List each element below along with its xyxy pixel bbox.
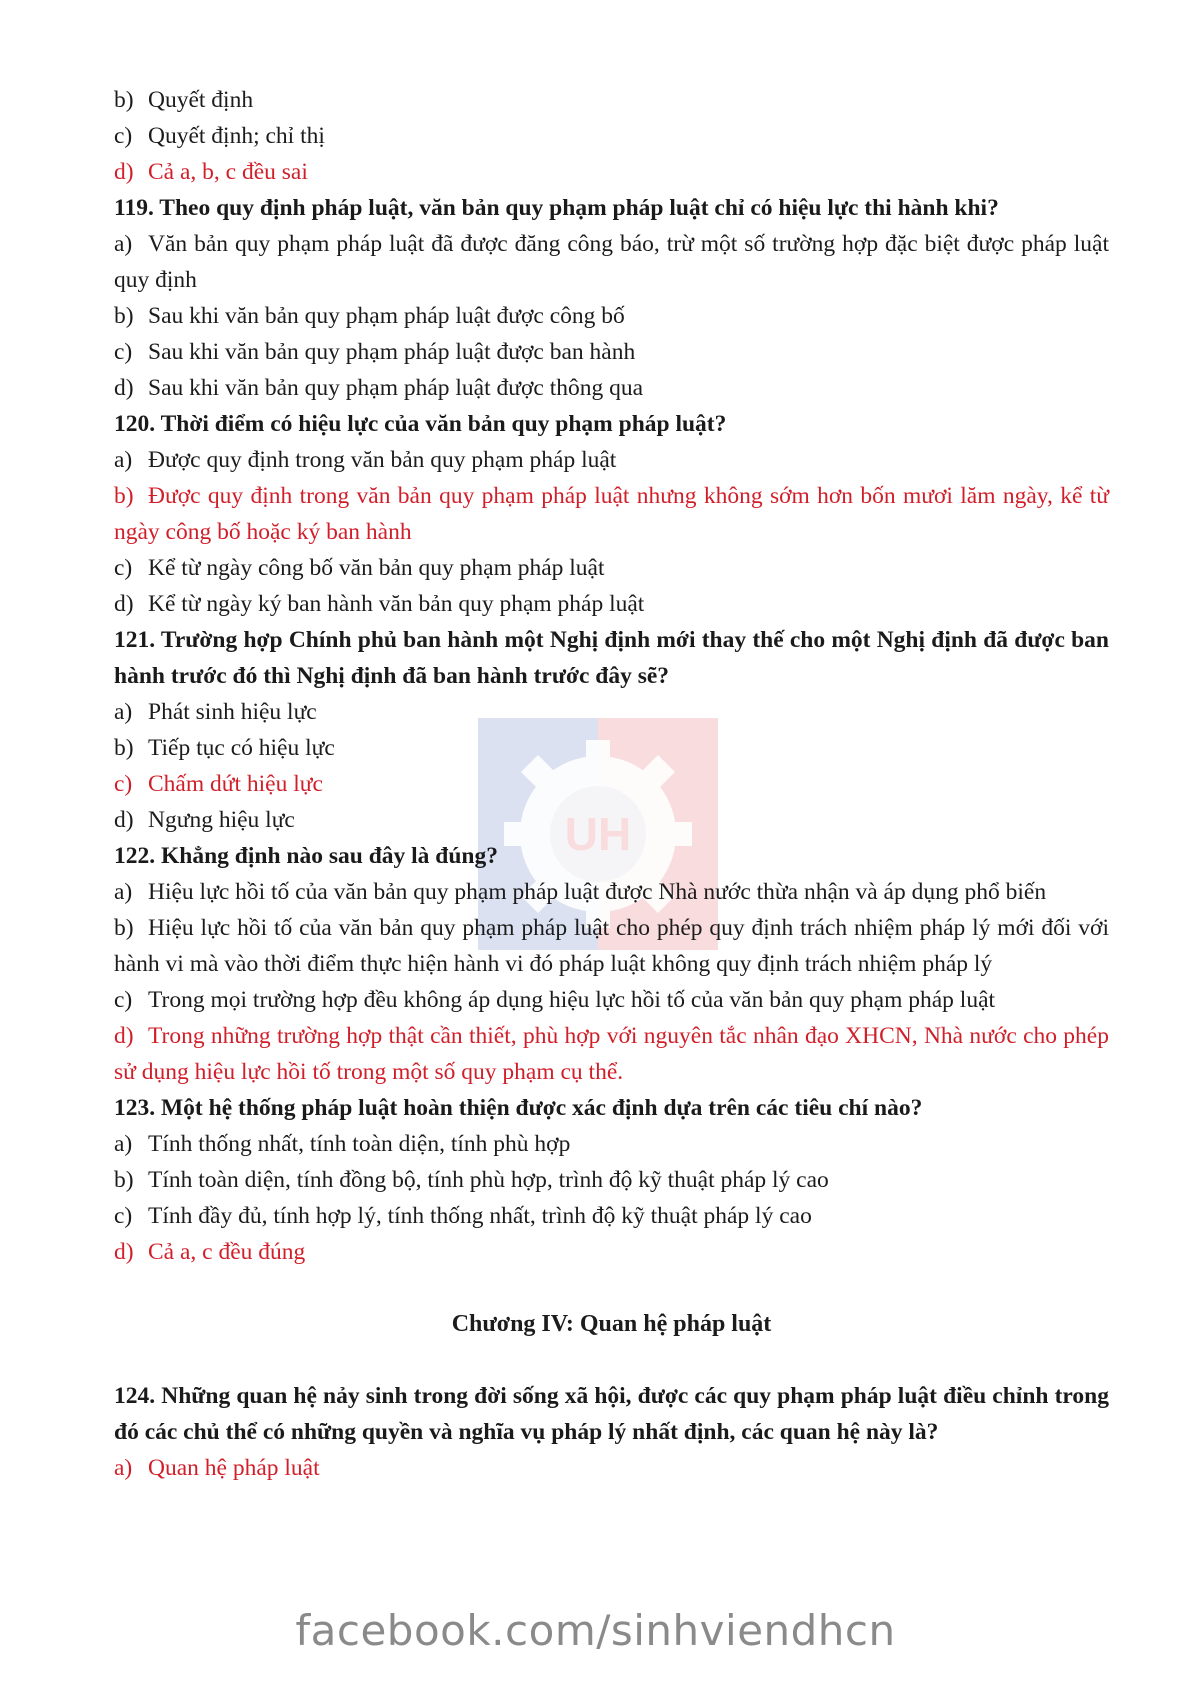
option-text: Sau khi văn bản quy phạm pháp luật được ban hành	[148, 339, 636, 365]
answer-option	[114, 550, 1109, 586]
answer-option-correct	[114, 1018, 1109, 1090]
answer-option	[114, 82, 1109, 118]
option-label: b)	[114, 1167, 134, 1193]
option-text: Kể từ ngày ký ban hành văn bản quy phạm pháp luật	[148, 591, 645, 617]
answer-option-correct	[114, 766, 1109, 802]
option-label: b)	[114, 735, 134, 761]
answer-option	[114, 1162, 1109, 1198]
question-text: 123. Một hệ thống pháp luật hoàn thiện được xác định dựa trên các tiêu chí nào?	[114, 1095, 923, 1121]
option-label: d)	[114, 591, 134, 617]
option-text: Ngưng hiệu lực	[148, 807, 295, 833]
answer-option	[114, 442, 1109, 478]
answer-option	[114, 802, 1109, 838]
option-text: Hiệu lực hồi tố của văn bản quy phạm pháp luật cho phép quy định trách nhiệm pháp lý mới đối với hành vi mà vào thời điểm thực hiện hành vi đó pháp luật không quy định trách nhiệm pháp lý	[114, 915, 1109, 977]
option-text: Sau khi văn bản quy phạm pháp luật được công bố	[148, 303, 625, 329]
question-text: 121. Trường hợp Chính phủ ban hành một Nghị định mới thay thế cho một Nghị định đã được ban hành trước đó thì Nghị định đã ban hành trước đây sẽ?	[114, 627, 1109, 689]
option-label: c)	[114, 339, 133, 365]
option-text: Kể từ ngày công bố văn bản quy phạm pháp luật	[148, 555, 605, 581]
option-text: Quyết định; chỉ thị	[148, 123, 325, 149]
answer-option-correct	[114, 1450, 1109, 1486]
option-text: Tính đầy đủ, tính hợp lý, tính thống nhất, trình độ kỹ thuật pháp lý cao	[148, 1203, 812, 1229]
option-label: a)	[114, 879, 133, 905]
question-text: 120. Thời điểm có hiệu lực của văn bản quy phạm pháp luật?	[114, 411, 727, 437]
option-text: Được quy định trong văn bản quy phạm pháp luật nhưng không sớm hơn bốn mươi lăm ngày, kể từ ngày công bố hoặc ký ban hành	[114, 483, 1109, 545]
option-label: d)	[114, 807, 134, 833]
option-text: Tính toàn diện, tính đồng bộ, tính phù hợp, trình độ kỹ thuật pháp lý cao	[148, 1167, 829, 1193]
option-label: d)	[114, 375, 134, 401]
option-label: d)	[114, 1023, 134, 1049]
option-text: Tính thống nhất, tính toàn diện, tính phù hợp	[148, 1131, 571, 1157]
option-text: Cả a, c đều đúng	[148, 1239, 306, 1265]
answer-option-correct	[114, 1234, 1109, 1270]
option-label: b)	[114, 87, 134, 113]
option-label: a)	[114, 699, 133, 725]
option-label: c)	[114, 771, 133, 797]
answer-option	[114, 694, 1109, 730]
option-label: d)	[114, 159, 134, 185]
answer-option	[114, 1198, 1109, 1234]
chapter-heading: Chương IV: Quan hệ pháp luật	[451, 1311, 772, 1337]
option-text: Quan hệ pháp luật	[148, 1455, 320, 1481]
option-text: Trong những trường hợp thật cần thiết, phù hợp với nguyên tắc nhân đạo XHCN, Nhà nước cho phép sử dụng hiệu lực hồi tố trong một số quy phạm cụ thể.	[114, 1023, 1109, 1085]
option-text: Phát sinh hiệu lực	[148, 699, 317, 725]
answer-option	[114, 370, 1109, 406]
answer-option-correct	[114, 478, 1109, 550]
answer-option	[114, 730, 1109, 766]
option-label: a)	[114, 1131, 133, 1157]
answer-option	[114, 334, 1109, 370]
question-text: 124. Những quan hệ nảy sinh trong đời sống xã hội, được các quy phạm pháp luật điều chỉnh trong đó các chủ thể có những quyền và nghĩa vụ pháp lý nhất định, các quan hệ này là?	[114, 1383, 1109, 1445]
option-text: Sau khi văn bản quy phạm pháp luật được thông qua	[148, 375, 644, 401]
answer-option	[114, 910, 1109, 982]
option-label: b)	[114, 915, 134, 941]
option-text: Trong mọi trường hợp đều không áp dụng hiệu lực hồi tố của văn bản quy phạm pháp luật	[148, 987, 996, 1013]
document-content	[114, 82, 1109, 1486]
answer-option	[114, 298, 1109, 334]
option-text: Được quy định trong văn bản quy phạm pháp luật	[148, 447, 617, 473]
question-text: 122. Khẳng định nào sau đây là đúng?	[114, 843, 498, 869]
option-label: d)	[114, 1239, 134, 1265]
answer-option	[114, 982, 1109, 1018]
option-text: Cả a, b, c đều sai	[148, 159, 308, 185]
option-text: Hiệu lực hồi tố của văn bản quy phạm pháp luật được Nhà nước thừa nhận và áp dụng phổ biến	[148, 879, 1047, 905]
option-label: c)	[114, 987, 133, 1013]
option-label: c)	[114, 123, 133, 149]
answer-option	[114, 118, 1109, 154]
answer-option	[114, 586, 1109, 622]
answer-option-correct	[114, 154, 1109, 190]
option-text: Quyết định	[148, 87, 254, 113]
footer-facebook-link[interactable]: facebook.com/sinhviendhcn	[295, 1606, 896, 1655]
option-label: c)	[114, 1203, 133, 1229]
option-label: a)	[114, 1455, 133, 1481]
option-text: Chấm dứt hiệu lực	[148, 771, 323, 797]
answer-option	[114, 226, 1109, 298]
option-label: a)	[114, 231, 133, 257]
option-label: a)	[114, 447, 133, 473]
option-text: Tiếp tục có hiệu lực	[148, 735, 335, 761]
answer-option	[114, 1126, 1109, 1162]
option-label: b)	[114, 303, 134, 329]
option-label: b)	[114, 483, 134, 509]
answer-option	[114, 874, 1109, 910]
watermark-text: UH	[564, 808, 632, 860]
option-label: c)	[114, 555, 133, 581]
question-text: 119. Theo quy định pháp luật, văn bản quy phạm pháp luật chỉ có hiệu lực thi hành khi?	[114, 195, 999, 221]
option-text: Văn bản quy phạm pháp luật đã được đăng công báo, trừ một số trường hợp đặc biệt được pháp luật quy định	[114, 231, 1109, 293]
